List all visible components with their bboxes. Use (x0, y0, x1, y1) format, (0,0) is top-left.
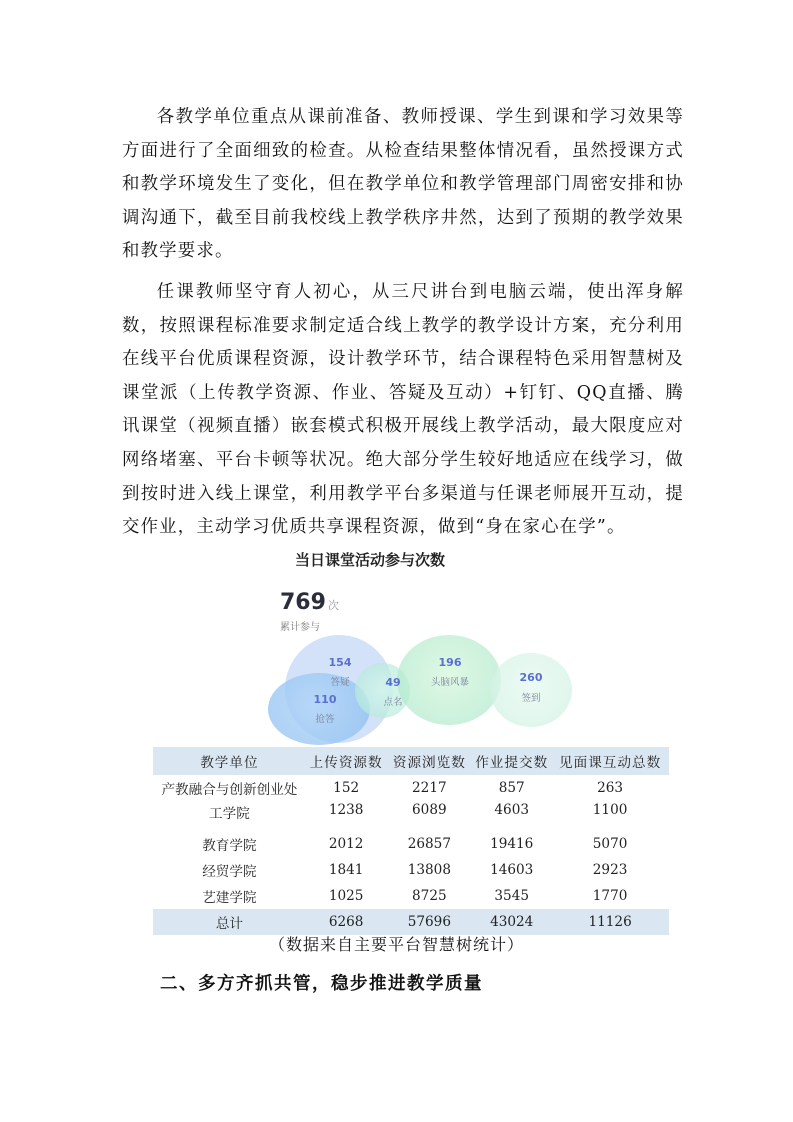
paragraph-teachers: 任课教师坚守育人初心，从三尺讲台到电脑云端，使出浑身解数，按照课程标准要求制定适合线上教学的教学设计方案，充分利用在线平台优质课程资源，设计教学环节，结合课程特色采用智慧树及课堂派（上传教学资源、作业、答疑及互动）+钉钉、QQ直播、腾讯课堂（视频直播）嵌套模式积极开展线上教学活动，最大限度应对网络堵塞、平台卡顿等状况。绝大部分学生较好地适应在线学习，做到按时进入线上课堂，利用教学平台多渠道与任课老师展开互动，提交作业，主动学习优质共享课程资源，做到“身在家心在学”。 (122, 282, 684, 538)
table-cell: 6089 (412, 802, 447, 818)
table-cell: 5070 (592, 836, 628, 852)
bubble-label: 抢答 (315, 714, 335, 725)
table-caption: （数据来自主要平台智慧树统计） (268, 935, 524, 954)
bubble-value: 260 (519, 671, 543, 684)
table-cell: 教育学院 (202, 838, 257, 854)
table-row (153, 831, 669, 857)
table-cell: 43024 (472, 909, 551, 935)
table-cell: 4603 (494, 802, 529, 818)
table-cell: 13808 (407, 862, 451, 878)
column-header: 作业提交数 (472, 747, 551, 775)
bubble-value: 154 (328, 656, 352, 669)
table-cell: 产教融合与创新创业处 (161, 782, 298, 798)
table-row (153, 857, 669, 883)
table-cell: 2923 (592, 862, 628, 878)
table-cell: 1100 (592, 802, 628, 818)
column-header: 资源浏览数 (386, 747, 472, 775)
bubble-value: 49 (385, 676, 401, 689)
total-label: 累计参与 (280, 622, 320, 633)
table-cell: 2217 (412, 780, 447, 796)
statistics-table (153, 747, 669, 935)
table-header-row (153, 747, 669, 775)
chart-title: 当日课堂活动参与次数 (294, 551, 445, 569)
table-cell: 19416 (490, 836, 534, 852)
total-value: 769 (280, 590, 326, 615)
table-cell: 6268 (306, 909, 387, 935)
table-cell: 1770 (592, 888, 628, 904)
bubble-label: 答疑 (330, 677, 350, 688)
table-cell: 263 (597, 780, 624, 796)
column-header: 教学单位 (153, 747, 306, 775)
table-cell: 8725 (412, 888, 447, 904)
column-header: 见面课互动总数 (551, 747, 669, 775)
table-cell: 总计 (153, 909, 306, 935)
bubble-label: 点名 (383, 697, 403, 708)
table-cell: 工学院 (209, 806, 250, 822)
total-unit: 次 (328, 599, 339, 612)
table-row (153, 883, 669, 909)
bubble-value: 196 (438, 656, 462, 669)
table-cell: 3545 (494, 888, 529, 904)
activity-bubble-chart (240, 545, 560, 745)
paragraph-inspection: 各教学单位重点从课前准备、教师授课、学生到课和学习效果等方面进行了全面细致的检查。从检查结果整体情况看，虽然授课方式和教学环境发生了变化，但在教学单位和教学管理部门周密安排和协调沟通下，截至目前我校线上教学秩序井然，达到了预期的教学效果和教学要求。 (122, 107, 684, 262)
table-cell: 152 (333, 780, 360, 796)
table-cell: 2012 (328, 836, 364, 852)
table-cell: 经贸学院 (202, 864, 257, 880)
bubble-label: 头脑风暴 (430, 677, 469, 688)
table-cell: 11126 (551, 909, 669, 935)
table-cell: 1841 (328, 862, 364, 878)
table-cell: 艺建学院 (202, 890, 257, 906)
column-header: 上传资源数 (306, 747, 387, 775)
table-cell: 26857 (407, 836, 451, 852)
bubble-value: 110 (313, 693, 337, 706)
section-heading: 二、多方齐抓共管，稳步推进教学质量 (160, 974, 483, 994)
table-row (153, 801, 669, 831)
table-cell: 14603 (490, 862, 534, 878)
table-cell: 1025 (328, 888, 364, 904)
table-cell: 857 (498, 780, 525, 796)
table-cell: 57696 (386, 909, 472, 935)
table-row (153, 775, 669, 801)
table-cell: 1238 (328, 802, 364, 818)
bubble-label: 签到 (521, 693, 541, 704)
